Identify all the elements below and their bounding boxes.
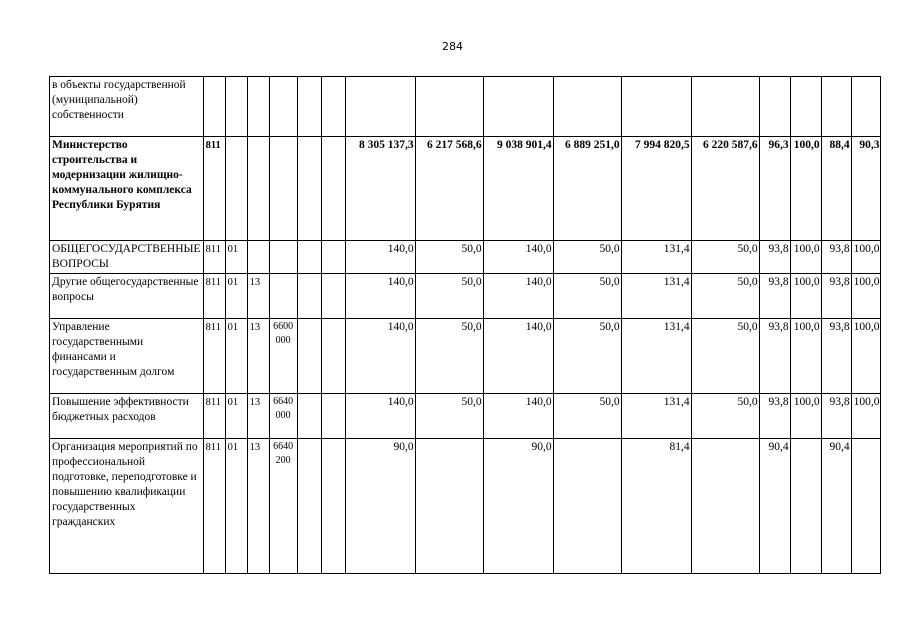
expense-type-cell bbox=[297, 394, 321, 439]
percent-cell: 100,0 bbox=[790, 319, 821, 394]
amount-cell bbox=[553, 77, 621, 137]
percent-cell: 100,0 bbox=[851, 241, 881, 274]
percent-cell: 100,0 bbox=[790, 241, 821, 274]
amount-cell bbox=[621, 77, 691, 137]
section-code-cell: 01 bbox=[225, 274, 247, 319]
table-row bbox=[50, 394, 881, 439]
expense-type-cell bbox=[297, 137, 321, 241]
extra-code-cell bbox=[321, 319, 345, 394]
percent-cell: 100,0 bbox=[790, 274, 821, 319]
percent-cell: 100,0 bbox=[851, 394, 881, 439]
row-name-cell: Повышение эффективности бюджетных расходов bbox=[50, 394, 204, 439]
target-article-cell: 6640 200 bbox=[269, 439, 297, 574]
percent-cell: 96,3 bbox=[759, 137, 790, 241]
section-code-cell bbox=[225, 137, 247, 241]
amount-cell: 6 889 251,0 bbox=[553, 137, 621, 241]
section-code-cell: 01 bbox=[225, 394, 247, 439]
amount-cell: 140,0 bbox=[483, 274, 553, 319]
extra-code-cell bbox=[321, 241, 345, 274]
amount-cell: 140,0 bbox=[345, 274, 415, 319]
section-code-cell bbox=[225, 77, 247, 137]
subsection-code-cell bbox=[247, 137, 269, 241]
row-name-cell: Другие общегосударственные вопросы bbox=[50, 274, 204, 319]
extra-code-cell bbox=[321, 394, 345, 439]
amount-cell: 140,0 bbox=[483, 394, 553, 439]
amount-cell: 50,0 bbox=[691, 241, 759, 274]
ministry-code-cell: 811 bbox=[203, 319, 225, 394]
subsection-code-cell: 13 bbox=[247, 319, 269, 394]
amount-cell: 50,0 bbox=[553, 319, 621, 394]
percent-cell: 90,3 bbox=[851, 137, 881, 241]
table-row bbox=[50, 241, 881, 274]
subsection-code-cell: 13 bbox=[247, 394, 269, 439]
expense-type-cell bbox=[297, 241, 321, 274]
amount-cell: 8 305 137,3 bbox=[345, 137, 415, 241]
target-article-cell: 6600 000 bbox=[269, 319, 297, 394]
amount-cell: 50,0 bbox=[553, 241, 621, 274]
percent-cell: 93,8 bbox=[759, 394, 790, 439]
amount-cell: 50,0 bbox=[691, 394, 759, 439]
ministry-code-cell: 811 bbox=[203, 274, 225, 319]
percent-cell: 93,8 bbox=[759, 241, 790, 274]
table-row bbox=[50, 77, 881, 137]
amount-cell: 140,0 bbox=[483, 319, 553, 394]
section-code-cell: 01 bbox=[225, 439, 247, 574]
table-row bbox=[50, 439, 881, 574]
percent-cell: 93,8 bbox=[821, 274, 851, 319]
page-number: 284 bbox=[442, 40, 463, 53]
amount-cell: 50,0 bbox=[415, 319, 483, 394]
percent-cell: 90,4 bbox=[821, 439, 851, 574]
expense-type-cell bbox=[297, 319, 321, 394]
percent-cell: 93,8 bbox=[821, 319, 851, 394]
amount-cell bbox=[691, 77, 759, 137]
target-article-cell bbox=[269, 241, 297, 274]
amount-cell: 9 038 901,4 bbox=[483, 137, 553, 241]
ministry-code-cell: 811 bbox=[203, 137, 225, 241]
target-article-cell: 6640 000 bbox=[269, 394, 297, 439]
amount-cell bbox=[345, 77, 415, 137]
amount-cell bbox=[691, 439, 759, 574]
table-row bbox=[50, 137, 881, 241]
expense-type-cell bbox=[297, 77, 321, 137]
budget-table bbox=[49, 76, 881, 574]
ministry-code-cell: 811 bbox=[203, 439, 225, 574]
percent-cell bbox=[790, 439, 821, 574]
amount-cell: 140,0 bbox=[345, 394, 415, 439]
ministry-code-cell: 811 bbox=[203, 394, 225, 439]
percent-cell: 90,4 bbox=[759, 439, 790, 574]
amount-cell: 140,0 bbox=[345, 319, 415, 394]
percent-cell: 93,8 bbox=[821, 241, 851, 274]
table-row bbox=[50, 319, 881, 394]
amount-cell: 140,0 bbox=[345, 241, 415, 274]
row-name-cell: ОБЩЕГОСУДАРСТВЕННЫЕ ВОПРОСЫ bbox=[50, 241, 204, 274]
expense-type-cell bbox=[297, 439, 321, 574]
percent-cell bbox=[759, 77, 790, 137]
amount-cell: 131,4 bbox=[621, 241, 691, 274]
amount-cell: 50,0 bbox=[691, 319, 759, 394]
amount-cell: 50,0 bbox=[691, 274, 759, 319]
percent-cell: 100,0 bbox=[790, 394, 821, 439]
amount-cell: 50,0 bbox=[553, 394, 621, 439]
amount-cell bbox=[415, 77, 483, 137]
amount-cell: 50,0 bbox=[553, 274, 621, 319]
percent-cell bbox=[790, 77, 821, 137]
row-name-cell: Организация мероприятий по профессиональной подготовке, переподготовке и повышению квалификации государственных гражданских bbox=[50, 439, 204, 574]
amount-cell: 81,4 bbox=[621, 439, 691, 574]
ministry-code-cell: 811 bbox=[203, 241, 225, 274]
subsection-code-cell bbox=[247, 77, 269, 137]
amount-cell: 131,4 bbox=[621, 319, 691, 394]
table-row bbox=[50, 274, 881, 319]
section-code-cell: 01 bbox=[225, 241, 247, 274]
subsection-code-cell: 13 bbox=[247, 439, 269, 574]
percent-cell: 100,0 bbox=[851, 319, 881, 394]
amount-cell bbox=[483, 77, 553, 137]
ministry-code-cell bbox=[203, 77, 225, 137]
percent-cell bbox=[821, 77, 851, 137]
amount-cell: 90,0 bbox=[483, 439, 553, 574]
amount-cell: 6 220 587,6 bbox=[691, 137, 759, 241]
amount-cell: 50,0 bbox=[415, 274, 483, 319]
percent-cell: 100,0 bbox=[790, 137, 821, 241]
amount-cell: 90,0 bbox=[345, 439, 415, 574]
amount-cell: 140,0 bbox=[483, 241, 553, 274]
extra-code-cell bbox=[321, 439, 345, 574]
amount-cell: 50,0 bbox=[415, 241, 483, 274]
extra-code-cell bbox=[321, 137, 345, 241]
row-name-cell: Министерство строительства и модернизации жилищно-коммунального комплекса Республики Бурятия bbox=[50, 137, 204, 241]
percent-cell bbox=[851, 77, 881, 137]
extra-code-cell bbox=[321, 274, 345, 319]
amount-cell: 131,4 bbox=[621, 394, 691, 439]
amount-cell: 50,0 bbox=[415, 394, 483, 439]
amount-cell bbox=[553, 439, 621, 574]
expense-type-cell bbox=[297, 274, 321, 319]
percent-cell: 100,0 bbox=[851, 274, 881, 319]
amount-cell bbox=[415, 439, 483, 574]
section-code-cell: 01 bbox=[225, 319, 247, 394]
extra-code-cell bbox=[321, 77, 345, 137]
percent-cell: 93,8 bbox=[821, 394, 851, 439]
amount-cell: 6 217 568,6 bbox=[415, 137, 483, 241]
target-article-cell bbox=[269, 77, 297, 137]
subsection-code-cell bbox=[247, 241, 269, 274]
amount-cell: 131,4 bbox=[621, 274, 691, 319]
row-name-cell: в объекты государственной (муниципальной) собственности bbox=[50, 77, 204, 137]
percent-cell: 93,8 bbox=[759, 274, 790, 319]
percent-cell: 93,8 bbox=[759, 319, 790, 394]
target-article-cell bbox=[269, 274, 297, 319]
table-body bbox=[50, 77, 881, 574]
subsection-code-cell: 13 bbox=[247, 274, 269, 319]
percent-cell: 88,4 bbox=[821, 137, 851, 241]
row-name-cell: Управление государственными финансами и государственным долгом bbox=[50, 319, 204, 394]
amount-cell: 7 994 820,5 bbox=[621, 137, 691, 241]
target-article-cell bbox=[269, 137, 297, 241]
percent-cell bbox=[851, 439, 881, 574]
